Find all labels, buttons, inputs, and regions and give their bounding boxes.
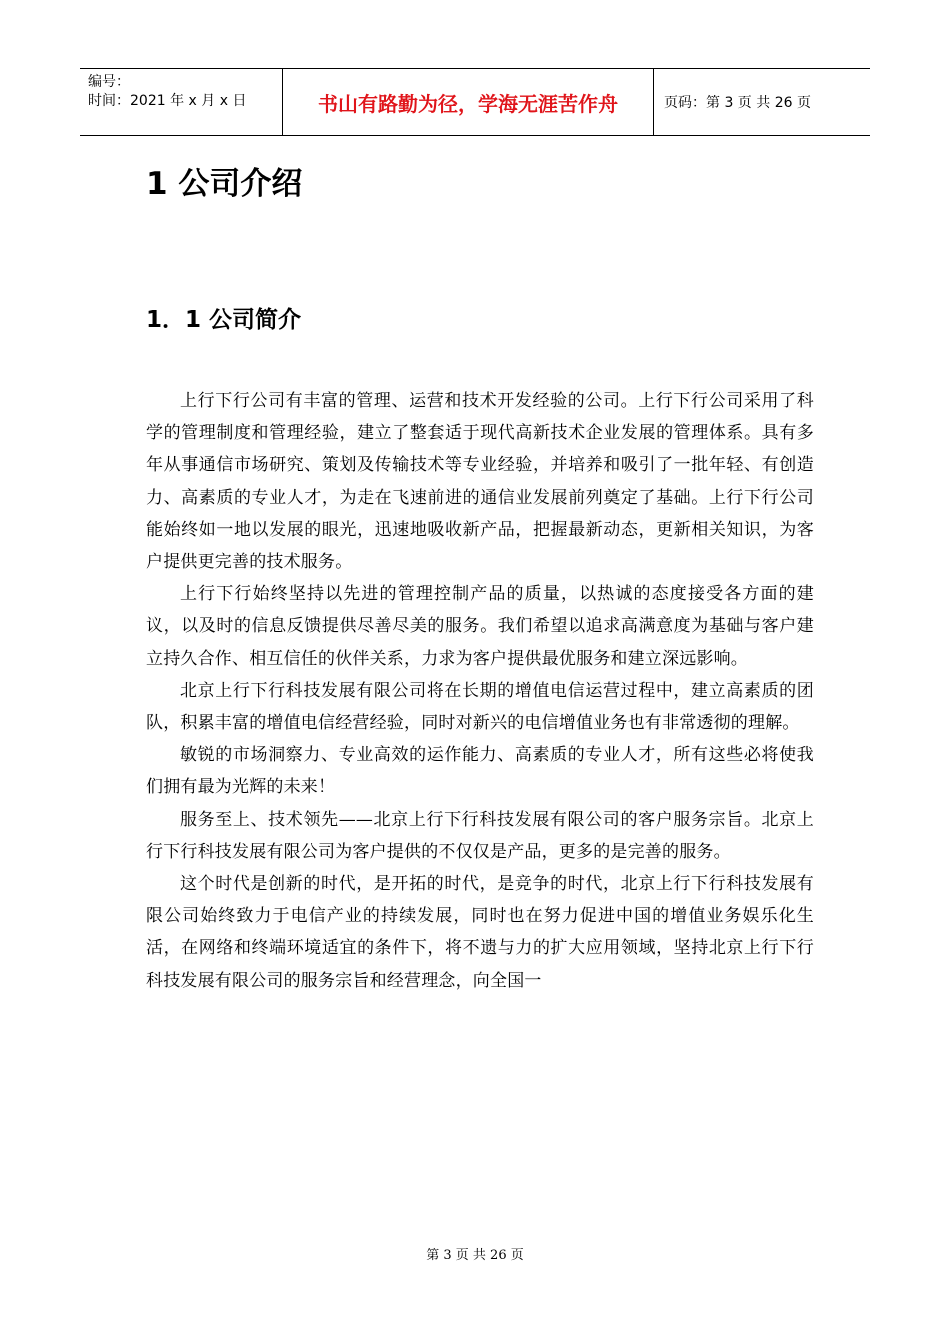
body-text bbox=[146, 385, 814, 997]
page-header bbox=[80, 68, 870, 136]
paragraph: 北京上行下行科技发展有限公司将在长期的增值电信运营过程中，建立高素质的团队，积累丰富的增值电信经营经验，同时对新兴的电信增值业务也有非常透彻的理解。 bbox=[146, 680, 814, 734]
subsection-heading: 1．1 公司简介 bbox=[146, 307, 302, 333]
header-meta bbox=[80, 69, 282, 135]
paragraph: 上行下行始终坚持以先进的管理控制产品的质量，以热诚的态度接受各方面的建议，以及时的信息反馈提供尽善尽美的服务。我们希望以追求高满意度为基础与客户建立持久合作、相互信任的伙伴关系，力求为客户提供最优服务和建立深远影响。 bbox=[146, 584, 814, 669]
document-time-label: 时间：2021 年 x 月 x 日 bbox=[88, 93, 247, 109]
document-number-label: 编号： bbox=[88, 74, 130, 90]
paragraph: 上行下行公司有丰富的管理、运营和技术开发经验的公司。上行下行公司采用了科学的管理制度和管理经验，建立了整套适于现代高新技术企业发展的管理体系。具有多年从事通信市场研究、策划及传输技术等专业经验，并培养和吸引了一批年轻、有创造力、高素质的专业人才，为走在飞速前进的通信业发展前列奠定了基础。上行下行公司能始终如一地以发展的眼光，迅速地吸收新产品，把握最新动态，更新相关知识，为客户提供更完善的技术服务。 bbox=[146, 391, 814, 573]
header-motto: 书山有路勤为径，学海无涯苦作舟 bbox=[282, 69, 654, 135]
header-page-number: 页码：第 3 页 共 26 页 bbox=[664, 95, 811, 111]
page-footer: 第 3 页 共 26 页 bbox=[426, 1248, 524, 1263]
section-heading: 1 公司介绍 bbox=[146, 166, 303, 202]
paragraph: 服务至上、技术领先——北京上行下行科技发展有限公司的客户服务宗旨。北京上行下行科技发展有限公司为客户提供的不仅仅是产品，更多的是完善的服务。 bbox=[146, 809, 814, 862]
paragraph: 这个时代是创新的时代，是开拓的时代，是竞争的时代，北京上行下行科技发展有限公司始终致力于电信产业的持续发展，同时也在努力促进中国的增值业务娱乐化生活，在网络和终端环境适宜的条件下，将不遗与力的扩大应用领域，坚持北京上行下行科技发展有限公司的服务宗旨和经营理念，向全国一 bbox=[146, 874, 814, 991]
paragraph: 敏锐的市场洞察力、专业高效的运作能力、高素质的专业人才，所有这些必将使我们拥有最为光辉的未来！ bbox=[146, 745, 814, 798]
